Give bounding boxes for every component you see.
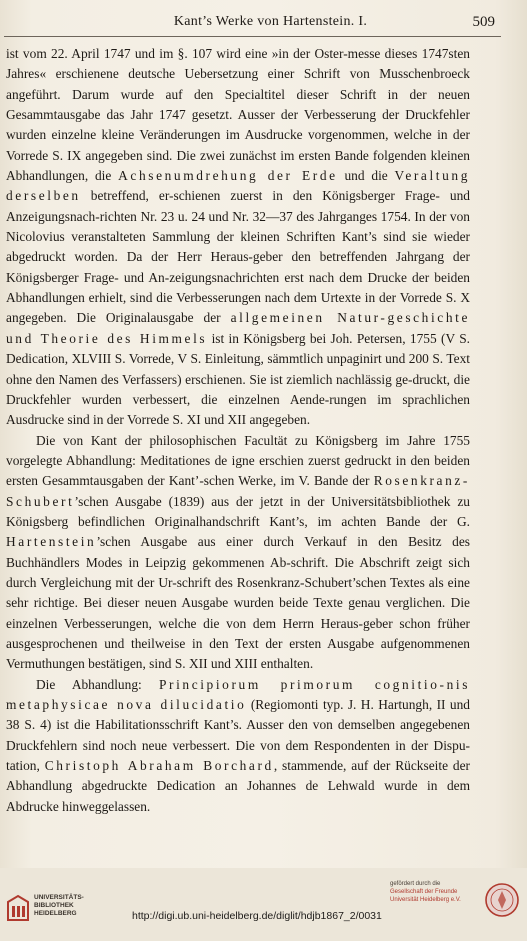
paragraph-text: ist in Königsberg bei Joh. Petersen, 1755 (V S. Dedication, XLVIII S. Vorrede, V S. Einleitung, sämmtlich unpaginirt und 200 S. Text ohne den Namen des Verfassers) erschienen. Sie ist ziemlich nachlässig ge-druckt, die Druckfehler wurden verbessert, die einzelnen Aende-rungen im sprachlichen Ausdrucke sind in der Vorrede S. XI und XII angegeben. <box>6 330 471 428</box>
library-name-line3: HEIDELBERG <box>34 910 77 917</box>
paragraph-text: Die Abhandlung: <box>36 676 159 692</box>
spaced-emphasis: Rosenkranz-Schubert <box>6 473 470 509</box>
header-rule <box>4 36 501 37</box>
source-url-link[interactable]: http://digi.ub.uni-heidelberg.de/diglit/hdjb1867_2/0031 <box>132 910 382 922</box>
sponsor-org-line2: Universität Heidelberg e.V. <box>390 897 461 903</box>
paragraph-text: Die von Kant der philosophischen Facultät zu Königsberg im Jahre 1755 vorgelegte Abhandlung: Meditationes de igne erschien zuerst gedruckt in den beiden ersten Gesammtausgaben der Kant’-schen Werke, im V. Bande der <box>6 432 470 489</box>
paragraph-text: und die <box>337 168 395 184</box>
spaced-emphasis: allgemeinen Natur-geschichte und Theorie des Himmels <box>6 310 470 346</box>
paragraph-1 <box>6 44 470 431</box>
funded-by-text: gefördert durch die <box>390 881 441 887</box>
paragraph-2 <box>6 431 470 675</box>
paragraph-3 <box>6 675 470 817</box>
paragraph-text: betreffend, er-schienen zuerst in den Königsberger Frage- und Anzeigungsnach-richten Nr. 23 u. 24 und Nr. 32—37 des Jahrganges 1754. In der von Nicolovius veranstalteten Sammlung der kleinen Schriften Kant’s sind sie wieder abgedruckt worden. Da der Herr Heraus-geber den betreffenden Jahrgang der Königsberger Frage- und An-zeigungsnachrichten erst nach dem Drucke der beiden Abhandlungen erhielt, sind die Verbesserungen nach dem Urtexte in der Vorrede S. X angegeben. Die Originalausgabe der <box>6 188 470 326</box>
page-number: 509 <box>472 14 495 30</box>
paragraph-text: ’schen Ausgabe aus einer durch Verkauf in den Besitz des Buchhändlers Modes in Leipzig gekommenen Ab-schrift. Die Abschrift zeigt sich durch Vergleichung mit der Ur-schrift des Rosenkranz-Schubert’schen Textes als eine sehr richtige. Bei dieser neuen Ausgabe wurden beide Texte genau verglichen. Die einzelnen Verbesserungen, welche die von dem Herrn Heraus-geber schon früher ausgesprochenen und theilweise in den Text der ersten Ausgabe aufgenommenen Vermuthungen bestätigen, sind S. XII und XIII enthalten. <box>6 534 470 672</box>
library-name-line2: BIBLIOTHEK <box>34 902 74 909</box>
university-library-logo-icon <box>6 894 30 924</box>
paragraph-text: ist vom 22. April 1747 und im §. 107 wird eine »in der Oster-messe dieses 1747sten Jahres« erschienene deutsche Uebersetzung einer Schrift von Musschenbroeck angeführt. Darum wurde auf den Specialtitel dieser Schrift in der neuen Gesammtausgabe das Jahr 1747 gesetzt. Ausser der Verbesserung der Druckfehler wurden einzelne kleine Veränderungen im Ausdrucke vorgenommen, welche in der Vorrede S. IX angegeben sind. Die zwei zunächst im ersten Bande folgenden kleinen Abhandlungen, die <box>6 46 470 184</box>
sponsor-note <box>390 880 461 904</box>
spaced-emphasis: Achsenumdrehung der Erde <box>118 168 338 184</box>
sponsor-org-line1: Gesellschaft der Freunde <box>390 889 458 895</box>
paragraph-text: (Regiomonti typ. J. H. Hartungh, II und 38 S. 4) ist die Habilitationsschrift Kant’s. Ausser den von demselben angegebenen Druckfehlern sind noch neue verbessert. Die von dem Respondenten in der Dispu-tation, <box>6 697 471 774</box>
paragraph-text: , stammende, auf der Rückseite der Abhandlung abgedruckte Dedication an Johannes de Lehwald wurde in dem Abdrucke hinweggelassen. <box>6 758 470 814</box>
spaced-emphasis: Veraltung derselben <box>6 168 470 204</box>
running-header <box>40 14 501 32</box>
body-text <box>6 44 470 817</box>
university-seal-icon <box>484 882 520 918</box>
library-name-line1: UNIVERSITÄTS- <box>34 894 84 901</box>
paragraph-text: ’schen Ausgabe (1839) aus der jetzt in der Universitätsbibliothek zu Königsberg befindlichen Originalhandschrift Kant’s, im achten Bande der G. <box>6 493 470 529</box>
header-title: Kant’s Werke von Hartenstein. I. <box>173 14 368 29</box>
digitization-footer <box>0 868 527 941</box>
spaced-emphasis: Principiorum primorum cognitio-nis metaphysicae nova dilucidatio <box>6 676 471 712</box>
spaced-emphasis: Christoph Abraham Borchard <box>44 758 274 774</box>
spaced-emphasis: Hartenstein <box>6 534 97 550</box>
library-name <box>34 894 84 918</box>
